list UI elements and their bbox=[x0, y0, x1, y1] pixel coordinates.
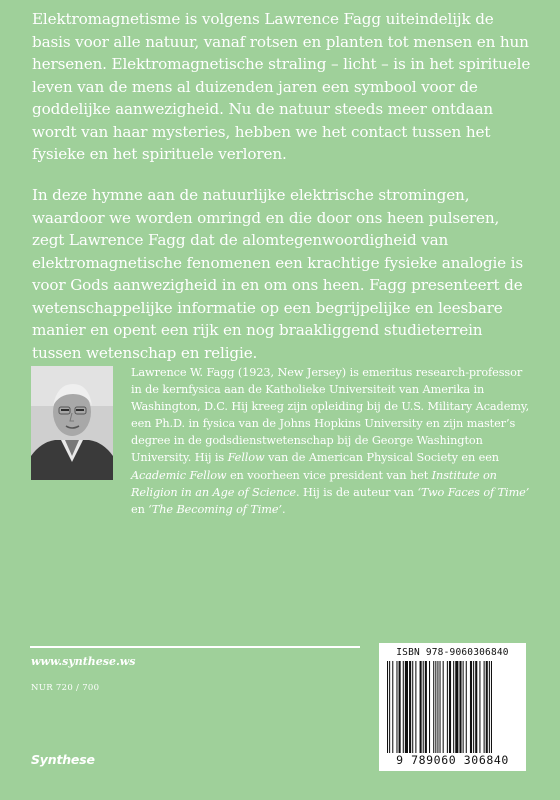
intro-paragraph-2: In deze hymne aan de natuurlijke elektrische stromingen, waardoor we worden omringd en die door ons heen pulseren, zegt Lawrence Fagg dat de alomtegenwoordigheid van elektromagnetische fenomenen een krachtige fysieke analogie is voor Gods aanwezigheid in en om ons heen. Fagg presenteert de wetenschappelijke informatie op een begrijpelijke en leesbare manier en opent een rijk en nog braakliggend studieterrein tussen wetenschap en religie. bbox=[32, 186, 524, 362]
isbn-barcode bbox=[379, 643, 526, 771]
publisher-logo: Synthese bbox=[31, 752, 95, 767]
publisher-url-link[interactable]: www.synthese.ws bbox=[31, 655, 136, 668]
bio-text-6: . bbox=[282, 502, 286, 516]
barcode-bars bbox=[387, 661, 518, 753]
author-bio bbox=[131, 364, 531, 518]
footer-divider bbox=[30, 646, 360, 648]
isbn-label: ISBN 978-9060306840 bbox=[396, 647, 509, 658]
bio-book-2: ‘The Becoming of Time’ bbox=[148, 502, 282, 516]
bio-text-5: en bbox=[131, 502, 149, 516]
author-portrait-image bbox=[31, 366, 113, 480]
bio-academic-fellow: Academic Fellow bbox=[131, 468, 227, 482]
bio-text-3: en voorheen vice president van het bbox=[226, 468, 432, 482]
bio-text-2: van de American Physical Society en een bbox=[264, 451, 499, 465]
bio-text-4: . Hij is de auteur van bbox=[296, 485, 418, 499]
bio-book-1: ‘Two Faces of Time’ bbox=[417, 485, 530, 499]
ean-number: 9 789060 306840 bbox=[396, 753, 509, 767]
bio-fellow: Fellow bbox=[227, 451, 265, 465]
intro-paragraph-1: Elektromagnetisme is volgens Lawrence Fagg uiteindelijk de basis voor alle natuur, vanaf rotsen en planten tot mensen en hun hersenen. Elektromagnetische straling – licht – is in het spirituele leven van de mens al duizenden jaren een symbool voor de goddelijke aanwezigheid. Nu de natuur steeds meer ontdaan wordt van haar mysteries, hebben we het contact tussen het fysieke en het spirituele verloren. bbox=[32, 10, 531, 163]
bio-institute: Institute on Religion in an Age of Science bbox=[131, 468, 497, 499]
author-photo bbox=[31, 366, 113, 480]
nur-code: NUR 720 / 700 bbox=[31, 683, 100, 693]
bio-text-1: Lawrence W. Fagg (1923, New Jersey) is emeritus research-professor in de kernfysica aan de Katholieke Universiteit van Amerika in Washington, D.C. Hij kreeg zijn opleiding bij de U.S. Military Academy, een Ph.D. in fysica van de Johns Hopkins University en zijn master’s degree in de godsdienstwetenschap bij de George Washington University. Hij is bbox=[131, 366, 530, 465]
